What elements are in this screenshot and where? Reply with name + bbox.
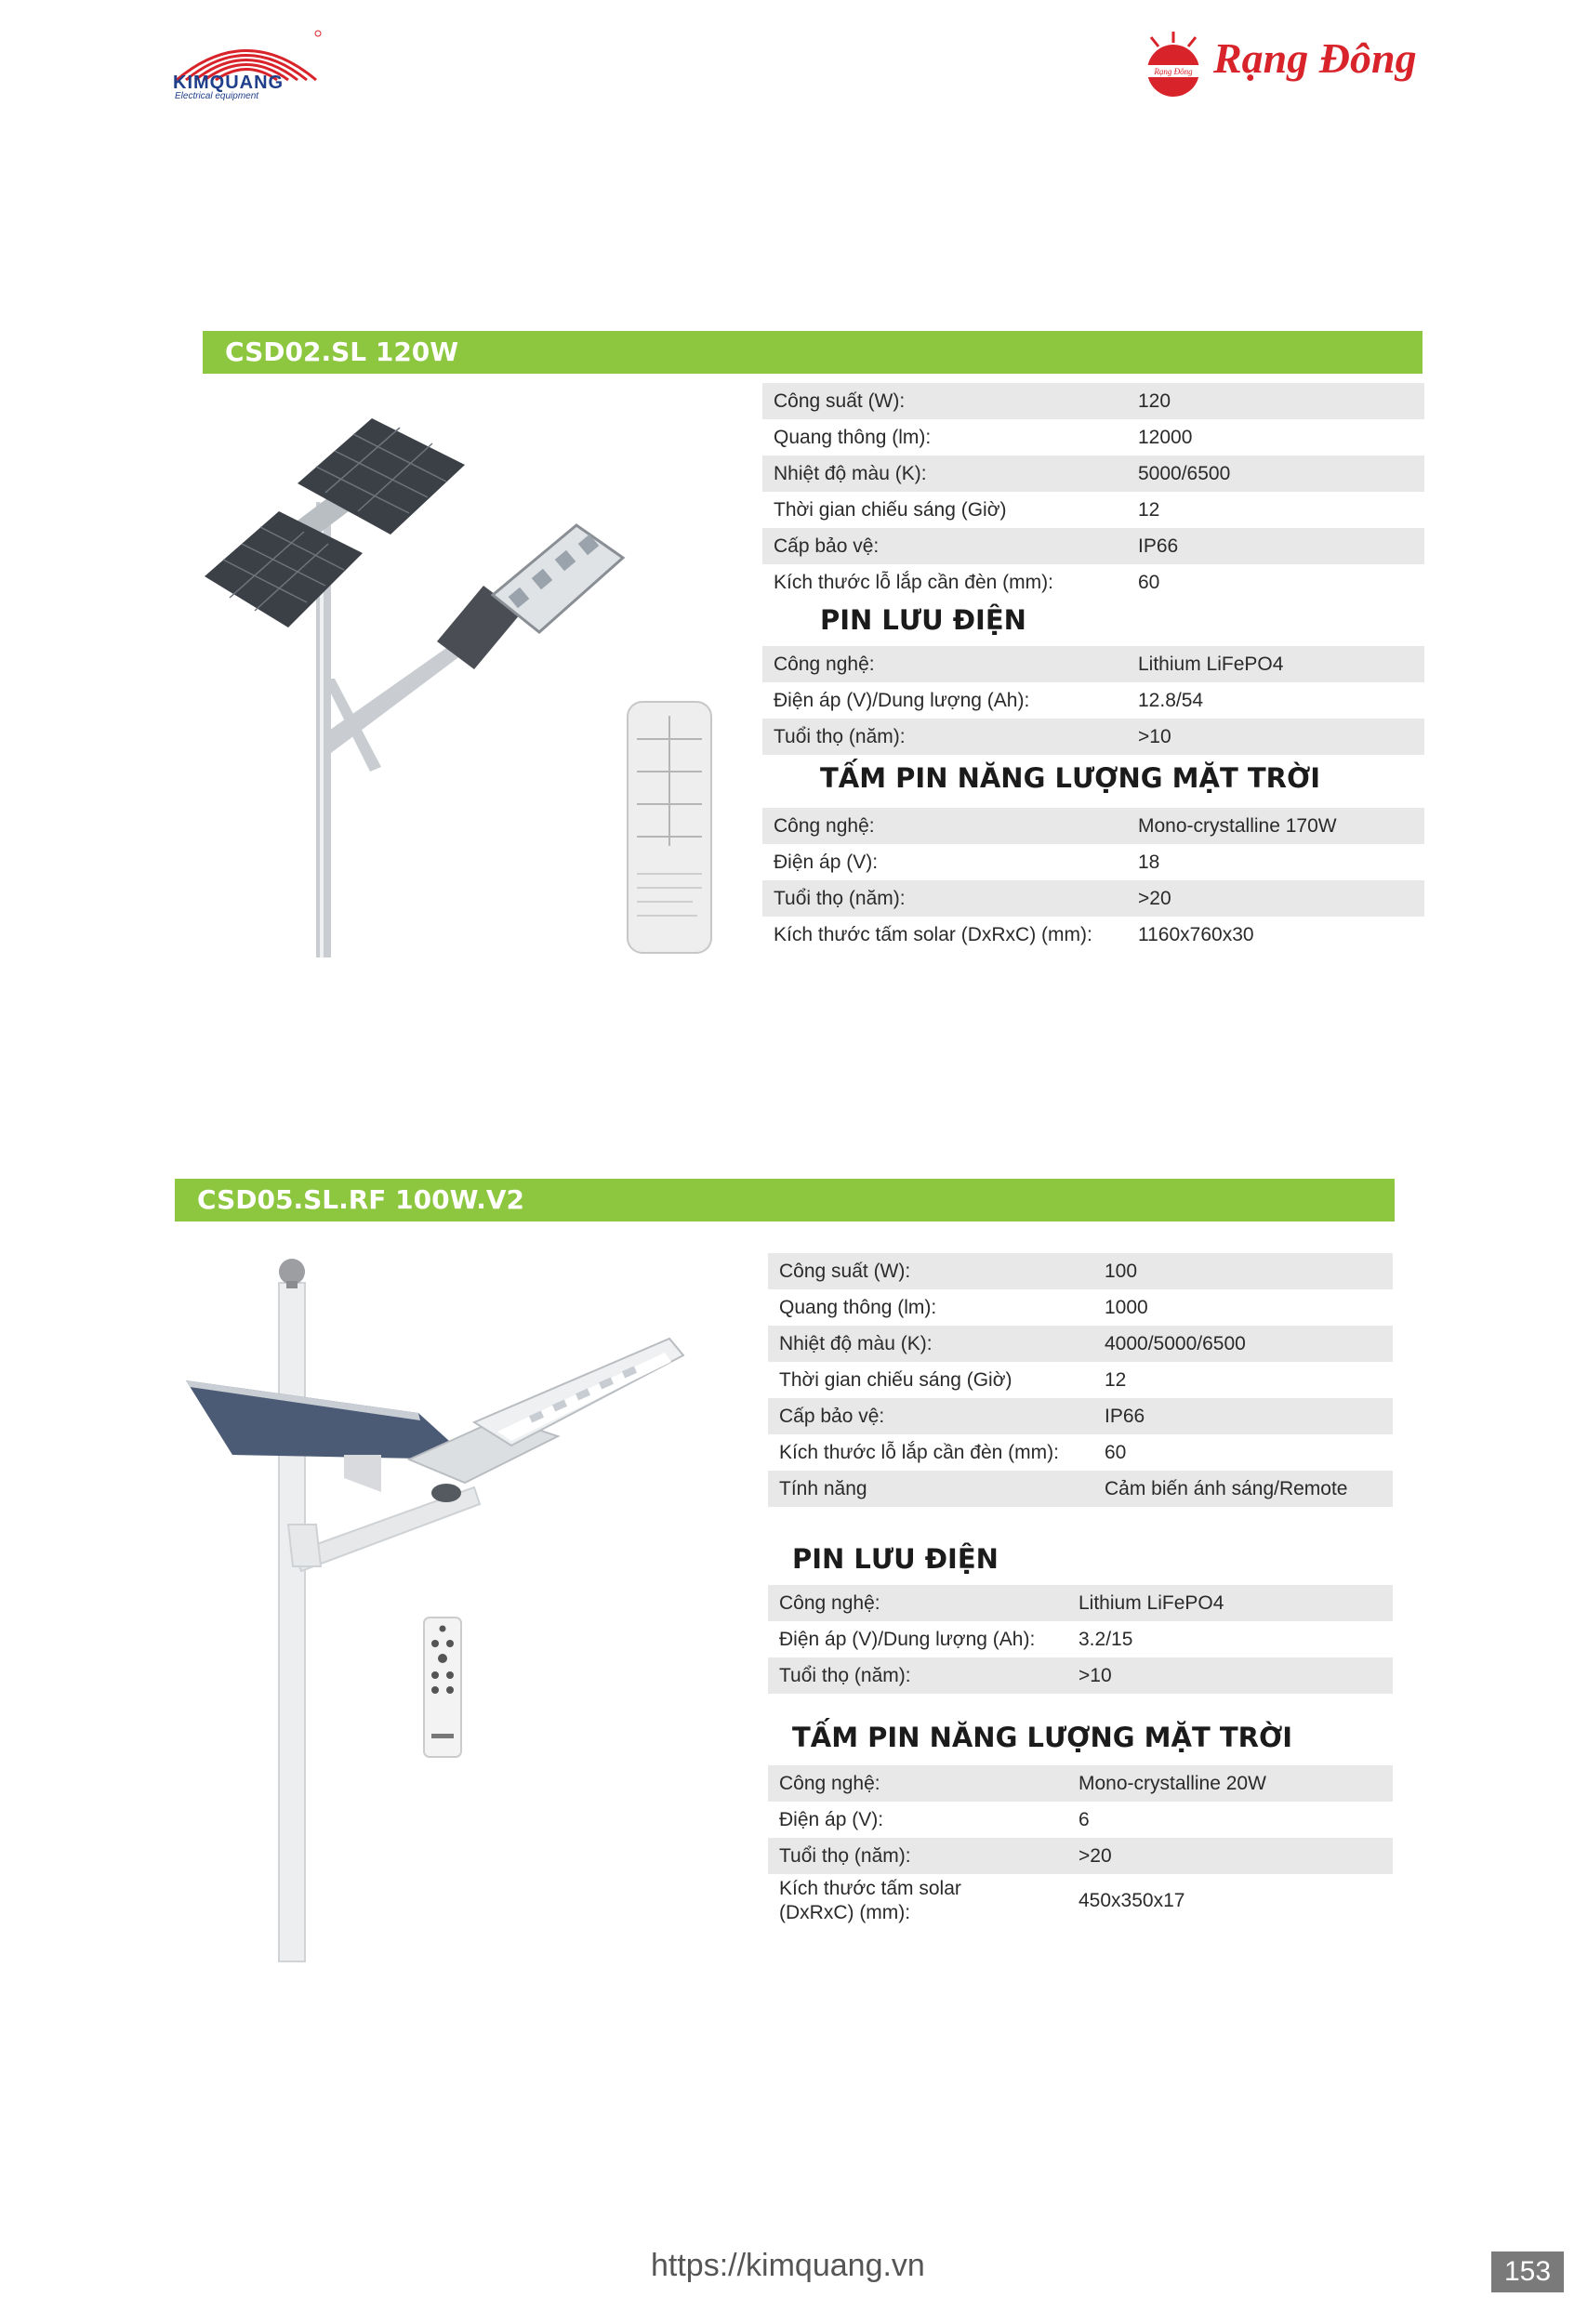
footer-website-link[interactable]: https://kimquang.vn: [651, 2248, 925, 2283]
solar-section-title: TẤM PIN NĂNG LƯỢNG MẶT TRỜI: [792, 1722, 1293, 1753]
spec-row: Cấp bảo vệ: IP66: [768, 1398, 1393, 1434]
integrated-solar-light-image: [177, 1246, 697, 1961]
spec-row: Công nghệ: Lithium LiFePO4: [762, 646, 1424, 682]
rang-dong-brand-name: Rạng Đông: [1213, 34, 1417, 82]
spec-row: Công suất (W): 120: [762, 383, 1424, 419]
solar-specs-table: [762, 808, 1424, 953]
solar-section-title: TẤM PIN NĂNG LƯỢNG MẶT TRỜI: [820, 762, 1321, 794]
main-specs-table: [768, 1253, 1393, 1507]
spec-row: Thời gian chiếu sáng (Giờ) 12: [779, 1369, 1127, 1391]
spec-row: Quang thông (lm): 12000: [774, 427, 1193, 448]
rang-dong-sun-logo-icon: [1142, 28, 1216, 102]
spec-row: Kích thước lỗ lắp cần đèn (mm): 60: [779, 1442, 1127, 1463]
kimquang-brand-name: KIMQUANG: [173, 73, 285, 93]
spec-row: Công nghệ: Lithium LiFePO4: [768, 1585, 1393, 1621]
spec-row: Tuổi thọ (năm): >10: [768, 1657, 1393, 1694]
page-number: 153: [1491, 2251, 1564, 2292]
spec-row: Điện áp (V)/Dung lượng (Ah): 12.8/54: [774, 690, 1204, 711]
main-specs-table: [762, 383, 1424, 601]
spec-row: Tuổi thọ (năm): >10: [762, 719, 1424, 755]
battery-section-title: PIN LƯU ĐIỆN: [820, 604, 1026, 636]
rang-dong-small-label: Rạng Đông: [1154, 67, 1193, 76]
spec-row: Điện áp (V): 18: [774, 852, 1160, 873]
solar-street-light-image: [186, 400, 669, 957]
spec-row: Điện áp (V): 6: [779, 1809, 1090, 1830]
spec-row: Nhiệt độ màu (K): 4000/5000/6500: [768, 1326, 1393, 1362]
spec-row: Tuổi thọ (năm): >20: [768, 1838, 1393, 1874]
product-title-header: CSD05.SL.RF 100W.V2: [175, 1179, 1395, 1221]
spec-row: Công nghệ: Mono-crystalline 20W: [768, 1765, 1393, 1802]
spec-row: Công nghệ: Mono-crystalline 170W: [762, 808, 1424, 844]
kimquang-tagline: Electrical equipment: [175, 91, 259, 101]
spec-row: Kích thước tấm solar (DxRxC) (mm): 1160x760x30: [774, 924, 1254, 945]
spec-row: Nhiệt độ màu (K): 5000/6500: [762, 456, 1424, 492]
battery-specs-table: [768, 1585, 1393, 1694]
battery-section-title: PIN LƯU ĐIỆN: [792, 1543, 999, 1575]
spec-row: Thời gian chiếu sáng (Giờ) 12: [774, 499, 1160, 521]
product-title-header: CSD02.SL 120W: [203, 331, 1423, 374]
battery-specs-table: [762, 646, 1424, 755]
spec-row: Kích thước tấm solar (DxRxC) (mm): 450x350x17: [779, 1878, 1185, 1923]
spec-row: Quang thông (lm): 1000: [779, 1297, 1148, 1318]
spec-row: Điện áp (V)/Dung lượng (Ah): 3.2/15: [779, 1629, 1133, 1650]
spec-row: Kích thước lỗ lắp cần đèn (mm): 60: [774, 572, 1160, 593]
spec-row: Tuổi thọ (năm): >20: [762, 880, 1424, 917]
solar-specs-table: [768, 1765, 1393, 1928]
spec-row: Tính năng Cảm biến ánh sáng/Remote: [768, 1471, 1393, 1507]
spec-row: Công suất (W): 100: [768, 1253, 1393, 1289]
spec-row: Cấp bảo vệ: IP66: [762, 528, 1424, 564]
